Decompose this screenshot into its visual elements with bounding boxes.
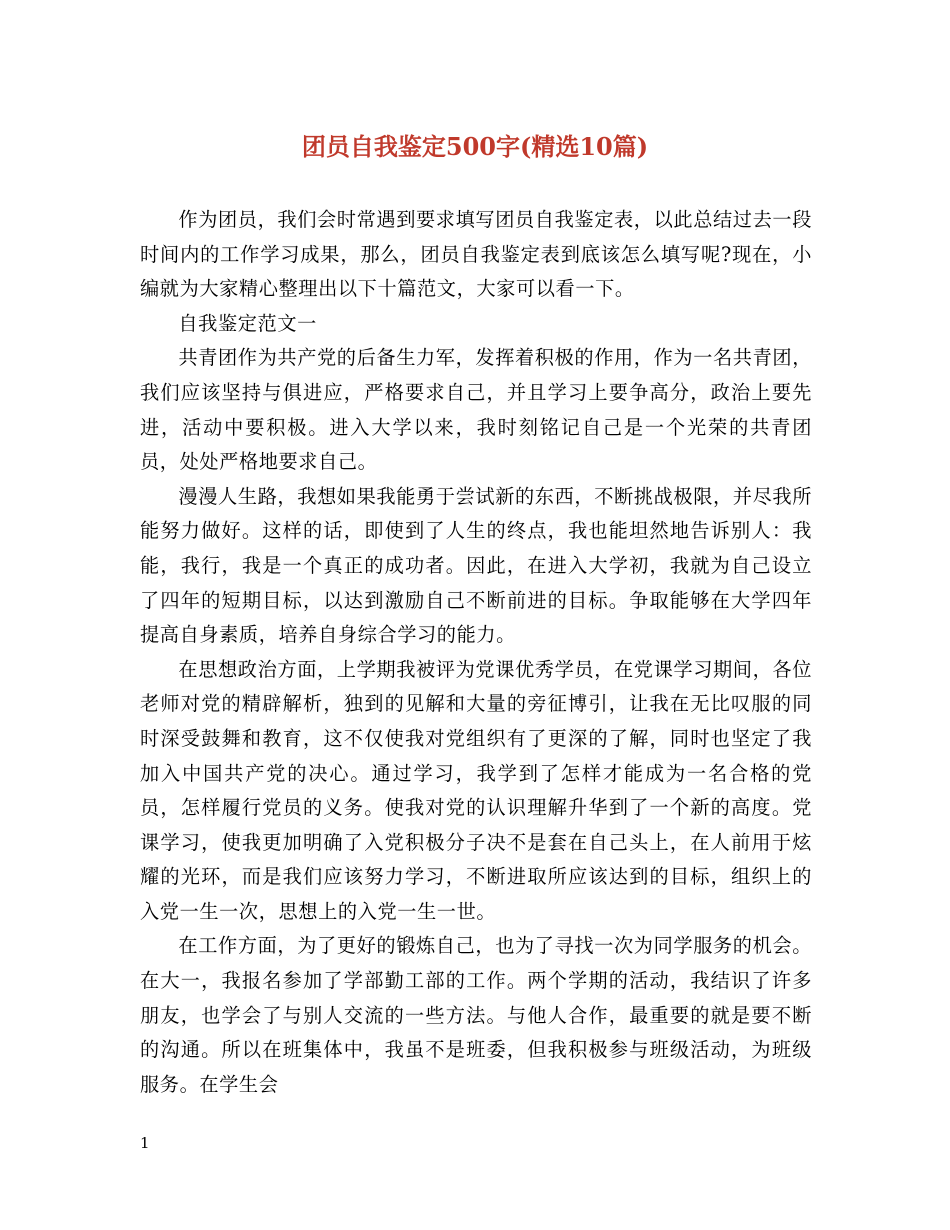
body-paragraph: 在思想政治方面，上学期我被评为党课优秀学员，在党课学习期间，各位老师对党的精辟解析，独到的见解和大量的旁征博引，让我在无比叹服的同时深受鼓舞和教育，这不仅使我对党组织有了更深的了解，同时也坚定了我加入中国共产党的决心。通过学习，我学到了怎样才能成为一名合格的党员，怎样履行党员的义务。使我对党的认识理解升华到了一个新的高度。党课学习，使我更加明确了入党积极分子决不是套在自己头上，在人前用于炫耀的光环，而是我们应该努力学习，不断进取所应该达到的目标，组织上的入党一生一次，思想上的入党一生一世。: [140, 657, 812, 923]
body-paragraph: 漫漫人生路，我想如果我能勇于尝试新的东西，不断挑战极限，并尽我所能努力做好。这样的话，即使到了人生的终点，我也能坦然地告诉别人：我能，我行，我是一个真正的成功者。因此，在进入大学初，我就为自己设立了四年的短期目标，以达到激励自己不断前进的目标。争取能够在大学四年提高自身素质，培养自身综合学习的能力。: [140, 484, 812, 647]
document-body: [140, 203, 812, 1102]
body-paragraph: 在工作方面，为了更好的锻炼自己，也为了寻找一次为同学服务的机会。在大一，我报名参加了学部勤工部的工作。两个学期的活动，我结识了许多朋友，也学会了与别人交流的一些方法。与他人合作，最重要的就是要不断的沟通。所以在班集体中，我虽不是班委，但我积极参与班级活动，为班级服务。在学生会: [140, 934, 812, 1096]
section-heading: 自我鉴定范文一: [178, 311, 317, 335]
page-number: 1: [140, 1134, 150, 1152]
body-paragraph: 共青团作为共产党的后备生力军，发挥着积极的作用，作为一名共青团，我们应该坚持与俱进应，严格要求自己，并且学习上要争高分，政治上要先进，活动中要积极。进入大学以来，我时刻铭记自己是一个光荣的共青团员，处处严格地要求自己。: [140, 346, 812, 474]
body-paragraph: 作为团员，我们会时常遇到要求填写团员自我鉴定表，以此总结过去一段时间内的工作学习成果，那么，团员自我鉴定表到底该怎么填写呢?现在，小编就为大家精心整理出以下十篇范文，大家可以看一下。: [140, 208, 812, 301]
document-title: 团员自我鉴定500字(精选10篇): [301, 132, 649, 161]
